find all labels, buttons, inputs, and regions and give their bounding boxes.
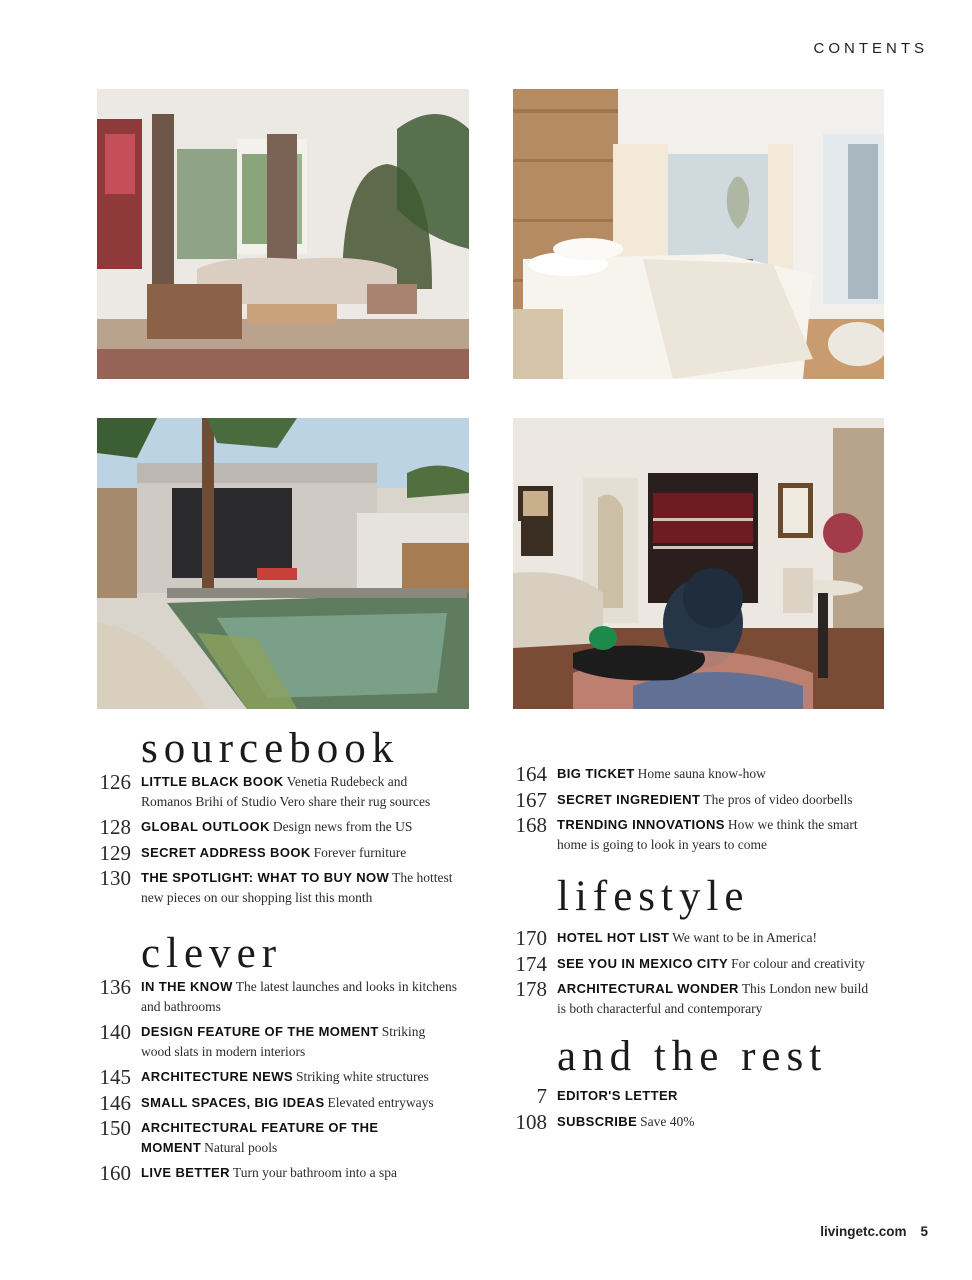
entry-text — [557, 979, 873, 1018]
entry-page-number: 150 — [99, 1116, 131, 1140]
contents-label: CONTENTS — [813, 40, 928, 57]
entry-keyword: IN THE KNOW — [141, 979, 233, 994]
entry-description: Turn your bathroom into a spa — [232, 1165, 398, 1180]
contents-entry — [513, 979, 873, 1018]
entry-keyword: BIG TICKET — [557, 766, 635, 781]
section-title-sourcebook: sourcebook — [141, 725, 400, 772]
entry-page-number: 130 — [99, 866, 131, 890]
contents-entry — [97, 1118, 457, 1157]
entry-description: Forever furniture — [313, 844, 407, 860]
entry-description: Home sauna know-how — [637, 766, 766, 781]
entry-text — [141, 1067, 457, 1087]
entry-text — [141, 977, 457, 1016]
contents-entry — [97, 977, 457, 1016]
entry-page-number: 146 — [99, 1090, 131, 1115]
entry-page-number: 7 — [536, 1084, 547, 1108]
entry-text — [141, 817, 457, 837]
entry-description: For colour and creativity — [731, 955, 865, 971]
section-title-clever: clever — [141, 930, 283, 977]
entry-keyword: GLOBAL OUTLOOK — [141, 819, 270, 834]
entry-page-number: 178 — [515, 977, 547, 1001]
contents-entry — [513, 928, 873, 948]
entry-page-number: 160 — [99, 1161, 131, 1185]
entry-keyword: SECRET ADDRESS BOOK — [141, 844, 311, 860]
entry-keyword: SEE YOU IN MEXICO CITY — [557, 955, 729, 971]
entry-text — [141, 1163, 457, 1183]
section-title-lifestyle: lifestyle — [557, 873, 750, 920]
section-title-and-the-rest: and the rest — [557, 1033, 828, 1080]
entry-text — [557, 928, 873, 948]
contents-entry — [97, 1022, 457, 1061]
entry-page-number: 145 — [99, 1065, 131, 1089]
entry-page-number: 168 — [515, 813, 547, 837]
site-url: livingetc.com — [820, 1224, 907, 1239]
contents-entry — [97, 868, 457, 907]
entry-keyword: SECRET INGREDIENT — [557, 791, 701, 807]
contents-entry — [97, 772, 457, 811]
entry-keyword: ARCHITECTURAL FEATURE OF THE MOMENT — [141, 1120, 379, 1155]
entry-page-number: 108 — [515, 1109, 547, 1134]
entry-page-number: 164 — [515, 762, 547, 786]
contents-entry — [513, 815, 873, 854]
entry-text — [141, 1093, 457, 1113]
contents-entry — [97, 840, 457, 865]
entry-keyword: LIVE BETTER — [141, 1165, 230, 1180]
lifestyle-entries — [513, 928, 873, 1018]
living-room-photo — [97, 89, 469, 379]
entry-keyword: SUBSCRIBE — [557, 1113, 638, 1129]
sourcebook-entries — [97, 772, 457, 907]
entry-text — [141, 843, 457, 863]
contents-entry — [97, 1163, 457, 1183]
entry-text — [557, 1086, 873, 1106]
entry-keyword: HOTEL HOT LIST — [557, 930, 670, 945]
entry-text — [141, 868, 457, 907]
entry-description: The hottest new pieces on our shopping list this month — [141, 870, 453, 905]
the-rest-entries — [513, 1084, 873, 1134]
contents-entry — [97, 817, 457, 837]
contents-left-column — [97, 726, 457, 1189]
contents-entry — [97, 1067, 457, 1087]
entry-description: Striking white structures — [295, 1069, 429, 1084]
contents-entry — [97, 1090, 457, 1115]
entry-description: Natural pools — [204, 1139, 278, 1155]
entry-page-number: 126 — [99, 770, 131, 794]
entry-text — [557, 815, 873, 854]
bedroom-photo — [513, 89, 884, 379]
entry-keyword: ARCHITECTURAL WONDER — [557, 981, 739, 996]
hotel-lounge-photo — [513, 418, 884, 709]
entry-keyword: SMALL SPACES, BIG IDEAS — [141, 1094, 325, 1110]
entry-description: We want to be in America! — [672, 930, 817, 945]
entry-page-number: 136 — [99, 975, 131, 999]
clever-entries — [97, 977, 457, 1183]
contents-entry — [513, 787, 873, 812]
page-footer — [820, 1224, 928, 1239]
entry-description: The latest launches and looks in kitchens and bathrooms — [141, 979, 457, 1014]
entry-description: Elevated entryways — [327, 1094, 434, 1110]
entry-keyword: DESIGN FEATURE OF THE MOMENT — [141, 1024, 379, 1039]
entry-keyword: LITTLE BLACK BOOK — [141, 774, 284, 789]
entry-keyword: ARCHITECTURE NEWS — [141, 1069, 293, 1084]
entry-keyword: EDITOR'S LETTER — [557, 1088, 678, 1103]
entry-page-number: 170 — [515, 926, 547, 950]
sourcebook-continued-entries — [513, 764, 873, 854]
entry-description: Venetia Rudebeck and Romanos Brihi of Studio Vero share their rug sources — [141, 774, 431, 809]
entry-keyword: TRENDING INNOVATIONS — [557, 817, 725, 832]
entry-keyword: THE SPOTLIGHT: WHAT TO BUY NOW — [141, 870, 390, 885]
entry-text — [141, 772, 457, 811]
entry-text — [557, 1112, 873, 1132]
entry-page-number: 167 — [515, 787, 547, 812]
entry-description: This London new build is both characterful and contemporary — [557, 981, 869, 1016]
entry-description: Save 40% — [640, 1113, 695, 1129]
page-number: 5 — [920, 1224, 928, 1239]
entry-text — [557, 954, 873, 974]
entry-text — [557, 764, 873, 784]
entry-text — [557, 790, 873, 810]
contents-entry — [513, 951, 873, 976]
contents-entry — [513, 764, 873, 784]
entry-description: How we think the smart home is going to look in years to come — [557, 817, 858, 852]
entry-text — [141, 1118, 457, 1157]
pool-house-photo — [97, 418, 469, 709]
contents-entry — [513, 1086, 873, 1106]
entry-description: Striking wood slats in modern interiors — [141, 1024, 426, 1059]
entry-page-number: 174 — [515, 951, 547, 976]
entry-description: Design news from the US — [272, 819, 413, 834]
entry-page-number: 128 — [99, 815, 131, 839]
entry-description: The pros of video doorbells — [703, 791, 853, 807]
contents-entry — [513, 1109, 873, 1134]
entry-page-number: 140 — [99, 1020, 131, 1044]
contents-right-column — [513, 764, 873, 1137]
entry-text — [141, 1022, 457, 1061]
entry-page-number: 129 — [99, 840, 131, 865]
